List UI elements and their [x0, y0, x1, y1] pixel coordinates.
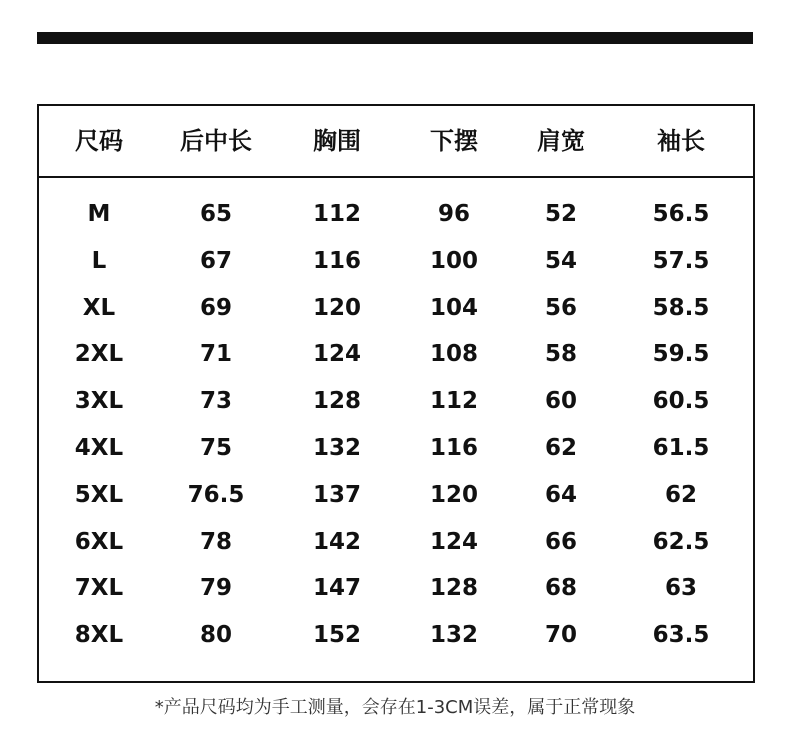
table-row	[39, 425, 753, 471]
cell-size: 4XL	[74, 435, 124, 461]
cell-size: XL	[82, 294, 116, 321]
table-row	[39, 191, 753, 237]
cell-chest: 112	[312, 201, 362, 227]
cell-chest: 124	[312, 341, 362, 368]
cell-hem: 128	[429, 575, 479, 602]
cell-shoulder: 54	[544, 247, 578, 274]
size-chart-table	[37, 104, 755, 683]
cell-size: 2XL	[74, 341, 124, 368]
cell-back-length: 78	[199, 528, 233, 555]
cell-back-length: 75	[199, 435, 233, 461]
header-shoulder: 肩宽	[537, 127, 585, 155]
cell-chest: 120	[312, 294, 362, 321]
top-divider-bar	[37, 32, 753, 44]
cell-sleeve: 60.5	[652, 388, 710, 415]
cell-back-length: 79	[199, 575, 233, 602]
cell-sleeve: 59.5	[652, 341, 710, 368]
cell-back-length: 67	[199, 247, 233, 274]
cell-shoulder: 52	[544, 201, 578, 227]
cell-hem: 104	[429, 294, 479, 321]
cell-hem: 112	[429, 388, 479, 415]
cell-back-length: 80	[199, 622, 233, 649]
cell-size: M	[87, 201, 111, 227]
table-row	[39, 378, 753, 424]
cell-shoulder: 68	[544, 575, 578, 602]
cell-shoulder: 56	[544, 294, 578, 321]
cell-size: L	[91, 247, 107, 274]
cell-chest: 128	[312, 388, 362, 415]
cell-chest: 147	[312, 575, 362, 602]
table-row	[39, 612, 753, 658]
header-back-length: 后中长	[180, 127, 252, 155]
cell-hem: 96	[437, 201, 471, 227]
cell-shoulder: 64	[544, 481, 578, 508]
cell-shoulder: 58	[544, 341, 578, 368]
cell-shoulder: 62	[544, 435, 578, 461]
cell-sleeve: 56.5	[652, 201, 710, 227]
cell-shoulder: 66	[544, 528, 578, 555]
cell-hem: 108	[429, 341, 479, 368]
table-row	[39, 238, 753, 284]
cell-hem: 124	[429, 528, 479, 555]
table-row	[39, 519, 753, 565]
cell-size: 5XL	[74, 481, 124, 508]
table-row	[39, 331, 753, 377]
cell-chest: 116	[312, 247, 362, 274]
cell-hem: 116	[429, 435, 479, 461]
cell-sleeve: 63	[664, 575, 698, 602]
cell-size: 6XL	[74, 528, 124, 555]
cell-back-length: 71	[199, 341, 233, 368]
header-hem: 下摆	[430, 127, 478, 155]
cell-back-length: 73	[199, 388, 233, 415]
cell-size: 7XL	[74, 575, 124, 602]
header-size: 尺码	[75, 127, 123, 155]
cell-hem: 120	[429, 481, 479, 508]
header-sleeve: 袖长	[657, 127, 705, 155]
cell-sleeve: 58.5	[652, 294, 710, 321]
measurement-footnote: *产品尺码均为手工测量，会存在1-3CM误差，属于正常现象	[154, 697, 636, 718]
table-row	[39, 285, 753, 331]
cell-hem: 100	[429, 247, 479, 274]
header-chest: 胸围	[313, 127, 361, 155]
cell-chest: 152	[312, 622, 362, 649]
cell-back-length: 65	[199, 201, 233, 227]
cell-sleeve: 62	[664, 481, 698, 508]
cell-chest: 142	[312, 528, 362, 555]
table-row	[39, 565, 753, 611]
cell-back-length: 69	[199, 294, 233, 321]
cell-size: 8XL	[74, 622, 124, 649]
cell-shoulder: 60	[544, 388, 578, 415]
cell-shoulder: 70	[544, 622, 578, 649]
table-row	[39, 472, 753, 518]
cell-sleeve: 63.5	[652, 622, 710, 649]
cell-size: 3XL	[74, 388, 124, 415]
cell-hem: 132	[429, 622, 479, 649]
cell-sleeve: 62.5	[652, 528, 710, 555]
cell-chest: 137	[312, 481, 362, 508]
cell-sleeve: 61.5	[652, 435, 710, 461]
cell-sleeve: 57.5	[652, 247, 710, 274]
table-header-row	[39, 106, 753, 178]
cell-chest: 132	[312, 435, 362, 461]
cell-back-length: 76.5	[187, 481, 245, 508]
